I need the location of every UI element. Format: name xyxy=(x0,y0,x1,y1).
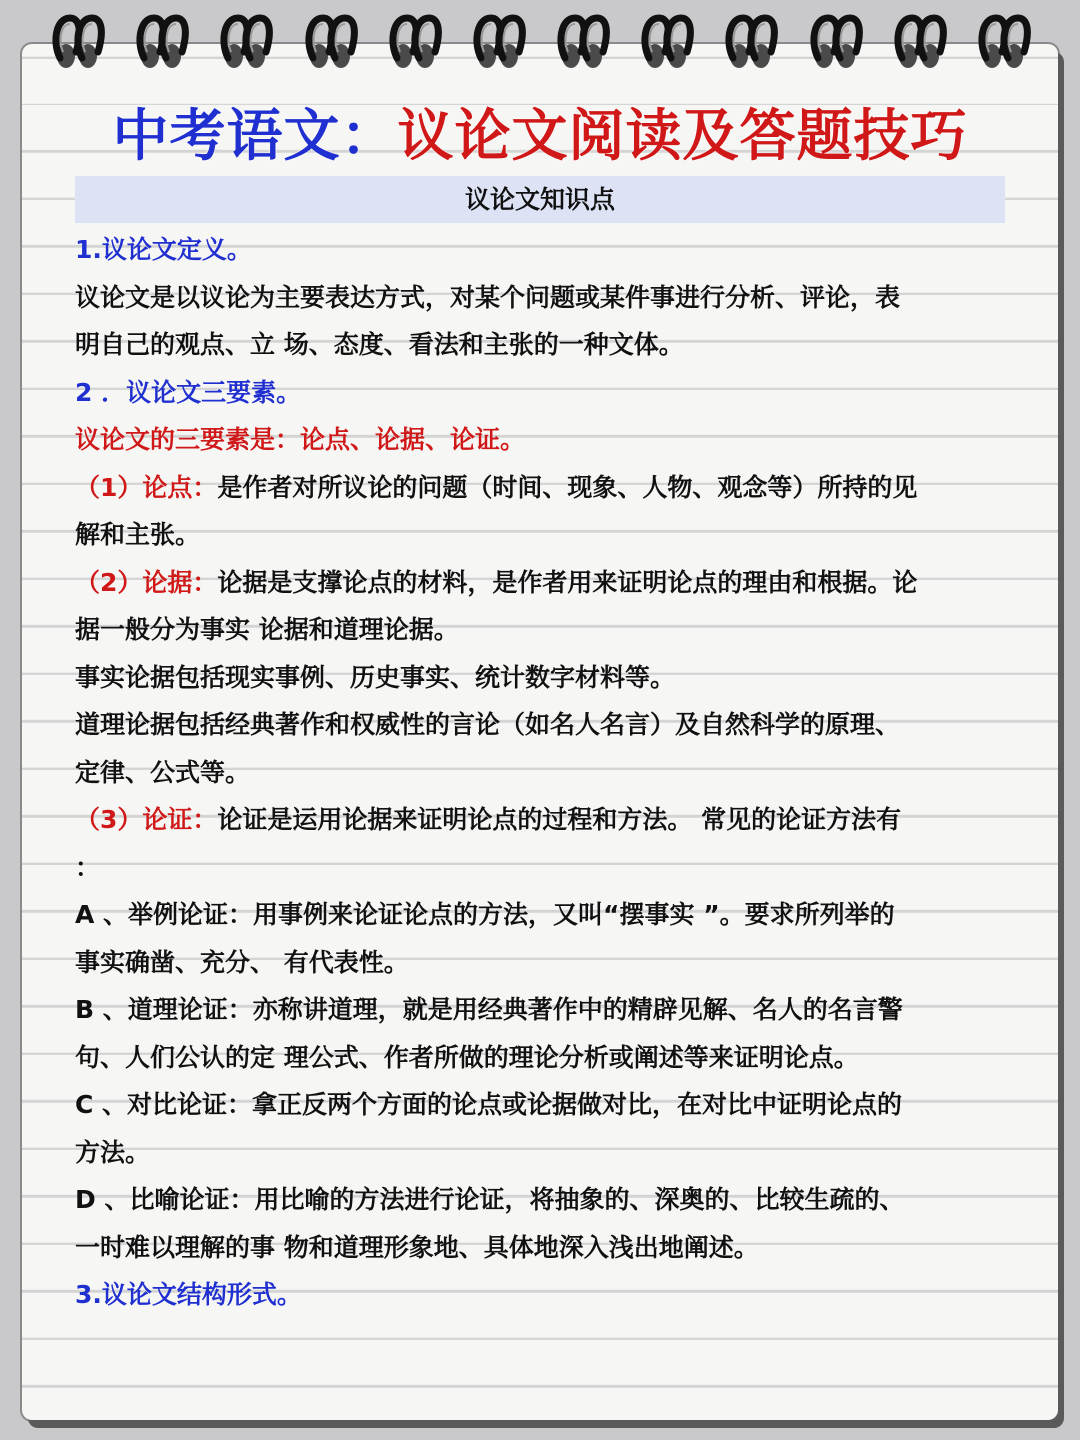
binder-ring-icon xyxy=(806,12,864,78)
text-segment: 事实确凿、充分、 有代表性。 xyxy=(75,947,409,977)
text-segment: ： xyxy=(75,852,101,882)
text-line xyxy=(75,1271,1010,1319)
text-segment: 方法。 xyxy=(75,1137,151,1167)
text-line xyxy=(75,749,1010,797)
text-line xyxy=(75,321,1010,369)
text-segment: A 、举例论证：用事例来论证论点的方法，又叫“摆事实 ”。要求所列举的 xyxy=(75,900,895,929)
text-segment: B 、道理论证：亦称讲道理，就是用经典著作中的精辟见解、名人的名言警 xyxy=(75,995,903,1024)
text-segment: 议论文是以议论为主要表达方式，对某个问题或某件事进行分析、评论，表 xyxy=(75,282,901,312)
text-segment: 句、人们公认的定 理公式、作者所做的理论分析或阐述等来证明论点。 xyxy=(75,1042,859,1072)
text-segment: 据一般分为事实 论据和道理论据。 xyxy=(75,615,459,644)
binder-ring-icon xyxy=(637,12,695,78)
binder-ring-icon xyxy=(974,12,1032,78)
text-line xyxy=(75,844,1010,892)
binder-ring-icon xyxy=(469,12,527,78)
notes-body xyxy=(75,226,1010,1319)
binder-ring-icon xyxy=(890,12,948,78)
text-line xyxy=(75,464,1010,512)
text-line xyxy=(75,654,1010,702)
text-line xyxy=(75,939,1010,987)
text-segment: D 、比喻论证：用比喻的方法进行论证，将抽象的、深奥的、比较生疏的、 xyxy=(75,1185,905,1214)
text-line xyxy=(75,1081,1010,1129)
text-line xyxy=(75,274,1010,322)
text-segment: 2 ．议论文三要素。 xyxy=(75,377,302,407)
text-line xyxy=(75,559,1010,607)
text-segment: 解和主张。 xyxy=(75,520,201,549)
text-segment: （3）论证： xyxy=(75,805,218,834)
text-line xyxy=(75,1176,1010,1224)
text-line xyxy=(75,511,1010,559)
text-line xyxy=(75,796,1010,844)
spiral-binding xyxy=(48,12,1032,82)
text-segment: 是作者对所议论的问题（时间、现象、人物、观念等）所持的见 xyxy=(217,472,918,502)
text-segment: 1.议论文定义。 xyxy=(75,235,252,264)
text-line xyxy=(75,606,1010,654)
page-title xyxy=(0,92,1080,172)
text-segment: （2）论据： xyxy=(75,567,218,597)
binder-ring-icon xyxy=(132,12,190,78)
text-segment: 论据是支撑论点的材料，是作者用来证明论点的理由和根据。论 xyxy=(217,567,918,597)
binder-ring-icon xyxy=(301,12,359,78)
text-segment: C 、对比论证：拿正反两个方面的论点或论据做对比，在对比中证明论点的 xyxy=(75,1090,903,1119)
binder-ring-icon xyxy=(216,12,274,78)
text-segment: 定律、公式等。 xyxy=(75,757,251,787)
binder-ring-icon xyxy=(48,12,106,78)
text-segment: （1）论点： xyxy=(75,472,218,502)
text-line xyxy=(75,1224,1010,1272)
binder-ring-icon xyxy=(385,12,443,78)
binder-ring-icon xyxy=(721,12,779,78)
text-line xyxy=(75,701,1010,749)
text-line xyxy=(75,226,1010,274)
text-segment: 论证是运用论据来证明论点的过程和方法。 常见的论证方法有 xyxy=(217,805,902,834)
section-banner: 议论文知识点 xyxy=(75,176,1005,223)
text-segment: 明自己的观点、立 场、态度、看法和主张的一种文体。 xyxy=(75,330,684,359)
text-line xyxy=(75,416,1010,464)
text-line xyxy=(75,1034,1010,1082)
title-subject: 中考语文： xyxy=(112,104,398,169)
text-segment: 3.议论文结构形式。 xyxy=(75,1280,302,1309)
text-line xyxy=(75,891,1010,939)
text-segment: 议论文的三要素是：论点、论据、论证。 xyxy=(75,425,526,454)
text-line xyxy=(75,986,1010,1034)
text-line xyxy=(75,1129,1010,1177)
text-line xyxy=(75,369,1010,417)
binder-ring-icon xyxy=(553,12,611,78)
text-segment: 一时难以理解的事 物和道理形象地、具体地深入浅出地阐述。 xyxy=(75,1232,759,1262)
title-topic: 议论文阅读及答题技巧 xyxy=(397,104,968,169)
text-segment: 道理论据包括经典著作和权威性的言论（如名人名言）及自然科学的原理、 xyxy=(75,710,901,739)
text-segment: 事实论据包括现实事例、历史事实、统计数字材料等。 xyxy=(75,662,676,692)
